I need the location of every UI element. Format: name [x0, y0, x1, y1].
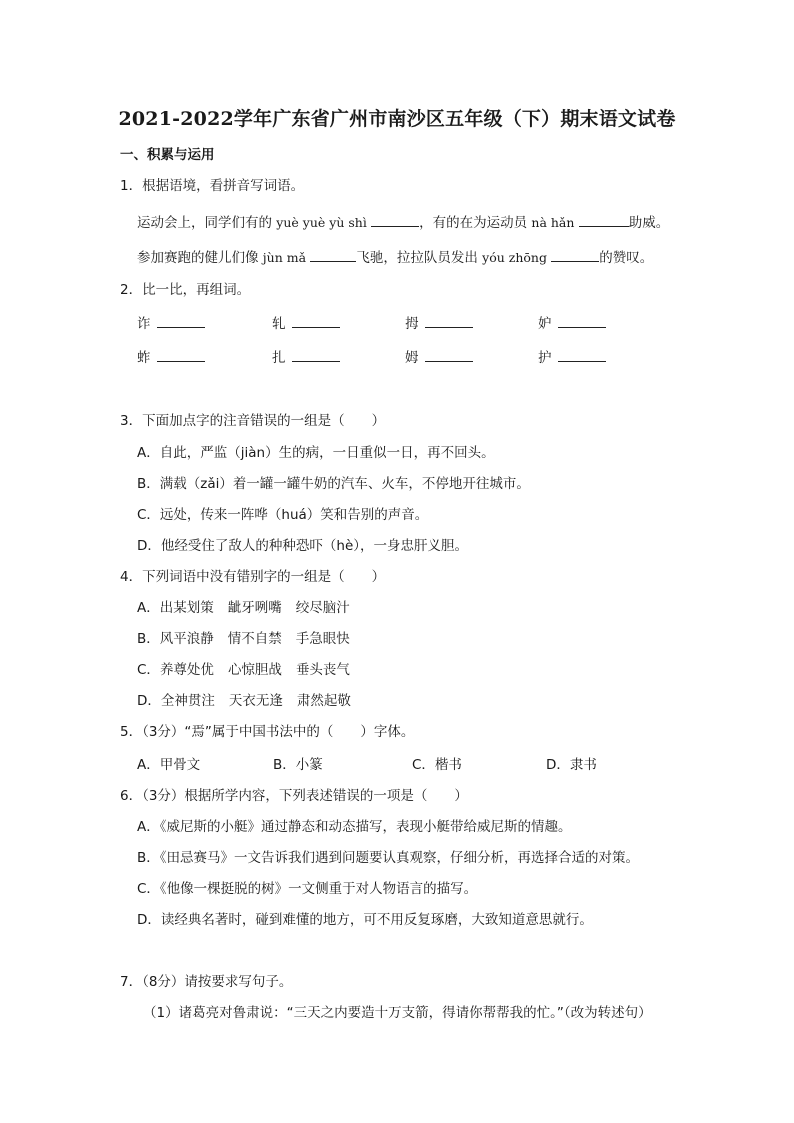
word-cell — [272, 313, 340, 334]
option-label: D． — [137, 693, 161, 709]
word: 垂头丧气 — [295, 662, 350, 678]
answer-blank[interactable] — [558, 313, 606, 328]
word: 心惊胆战 — [227, 662, 282, 678]
word: 情不自禁 — [227, 631, 282, 647]
option-d[interactable]: D．读经典名著时，碰到难懂的地方，可不用反复琢磨，大致知道意思就行。 — [137, 912, 593, 928]
word: 出某划策 — [159, 600, 214, 616]
q1-text: 助威。 — [628, 215, 670, 231]
option-d[interactable]: D．他经受住了敌人的种种恐吓（hè），一身忠肝义胆。 — [137, 538, 469, 554]
question-1-stem: 1．根据语境，看拼音写词语。 — [120, 178, 305, 194]
option-b[interactable]: B．满载（zǎi）着一罐一罐牛奶的汽车、火车，不停地开往城市。 — [137, 476, 530, 492]
answer-blank[interactable] — [157, 347, 205, 362]
word: 天衣无逢 — [228, 693, 283, 709]
char: 妒 — [538, 316, 552, 332]
word: 肃然起敬 — [296, 693, 351, 709]
word-cell — [538, 347, 606, 368]
option-d[interactable] — [137, 691, 365, 711]
word-cell — [137, 347, 205, 368]
option-b[interactable] — [137, 629, 364, 649]
question-1-line-2 — [137, 247, 653, 268]
page-title: 2021-2022学年广东省广州市南沙区五年级（下）期末语文试卷 — [118, 108, 676, 130]
q1-text: 运动会上，同学们有的 — [137, 215, 272, 231]
answer-blank[interactable] — [558, 347, 606, 362]
char: 轧 — [272, 316, 286, 332]
word-cell — [405, 347, 473, 368]
word: 手急眼快 — [295, 631, 350, 647]
pinyin-4: yóu zhōng — [482, 250, 547, 265]
option-a[interactable]: A．自此，严监（jiàn）生的病，一日重似一日，再不回头。 — [137, 445, 495, 461]
option-c[interactable]: C．远处，传来一阵哗（huá）笑和告别的声音。 — [137, 507, 429, 523]
word-cell — [405, 313, 473, 334]
char: 蚱 — [137, 350, 151, 366]
option-d[interactable]: D．隶书 — [546, 757, 597, 773]
answer-blank[interactable] — [157, 313, 205, 328]
word: 养尊处优 — [159, 662, 214, 678]
option-a[interactable] — [137, 598, 364, 618]
pinyin-3: jùn mǎ — [262, 250, 307, 265]
char: 拇 — [405, 316, 419, 332]
answer-blank[interactable] — [310, 247, 356, 262]
q1-text: 的赞叹。 — [599, 250, 654, 266]
answer-blank[interactable] — [551, 247, 599, 262]
option-b[interactable]: B．小篆 — [273, 757, 323, 773]
option-label: A． — [137, 600, 160, 616]
answer-blank[interactable] — [292, 313, 340, 328]
word-cell — [272, 347, 340, 368]
word: 龇牙咧嘴 — [227, 600, 282, 616]
q1-text: ，有的在为运动员 — [419, 215, 528, 231]
section-heading: 一、积累与运用 — [120, 147, 215, 163]
question-3-stem: 3．下面加点字的注音错误的一组是（ ） — [120, 413, 386, 429]
answer-blank[interactable] — [579, 212, 629, 227]
option-b[interactable]: B．《田忌赛马》一文告诉我们遇到问题要认真观察，仔细分析，再选择合适的对策。 — [137, 850, 640, 866]
char: 诈 — [137, 316, 151, 332]
question-7-sub-1: （1）诸葛亮对鲁肃说：“三天之内要造十万支箭，得请你帮帮我的忙。”（改为转述句） — [143, 1005, 652, 1021]
answer-blank[interactable] — [425, 313, 473, 328]
option-c[interactable] — [137, 660, 364, 680]
word-cell — [137, 313, 205, 334]
option-label: C． — [137, 662, 160, 678]
option-c[interactable]: C．楷书 — [412, 757, 462, 773]
answer-blank[interactable] — [292, 347, 340, 362]
question-6-stem: 6．（3分）根据所学内容，下列表述错误的一项是（ ） — [120, 788, 468, 804]
option-a[interactable]: A．《威尼斯的小艇》通过静态和动态描写，表现小艇带给威尼斯的情趣。 — [137, 819, 572, 835]
pinyin-1: yuè yuè yù shì — [276, 215, 367, 230]
word: 绞尽脑汁 — [295, 600, 350, 616]
word-cell — [538, 313, 606, 334]
question-7-stem: 7．（8分）请按要求写句子。 — [120, 974, 293, 990]
pinyin-2: nà hǎn — [531, 215, 575, 230]
char: 姆 — [405, 350, 419, 366]
option-a[interactable]: A．甲骨文 — [137, 757, 201, 773]
q1-text: 飞驰，拉拉队员发出 — [356, 250, 478, 266]
option-c[interactable]: C．《他像一棵挺脱的树》一文侧重于对人物语言的描写。 — [137, 881, 478, 897]
option-label: B． — [137, 631, 160, 647]
question-4-stem: 4．下列词语中没有错别字的一组是（ ） — [120, 569, 386, 585]
char: 护 — [538, 350, 552, 366]
question-2-stem: 2．比一比，再组词。 — [120, 282, 251, 298]
word: 风平浪静 — [159, 631, 214, 647]
question-5-stem: 5．（3分）“焉”属于中国书法中的（ ）字体。 — [120, 724, 415, 740]
question-1-line-1 — [137, 212, 669, 233]
word: 全神贯注 — [160, 693, 215, 709]
answer-blank[interactable] — [371, 212, 419, 227]
char: 扎 — [272, 350, 286, 366]
answer-blank[interactable] — [425, 347, 473, 362]
q1-text: 参加赛跑的健儿们像 — [137, 250, 259, 266]
